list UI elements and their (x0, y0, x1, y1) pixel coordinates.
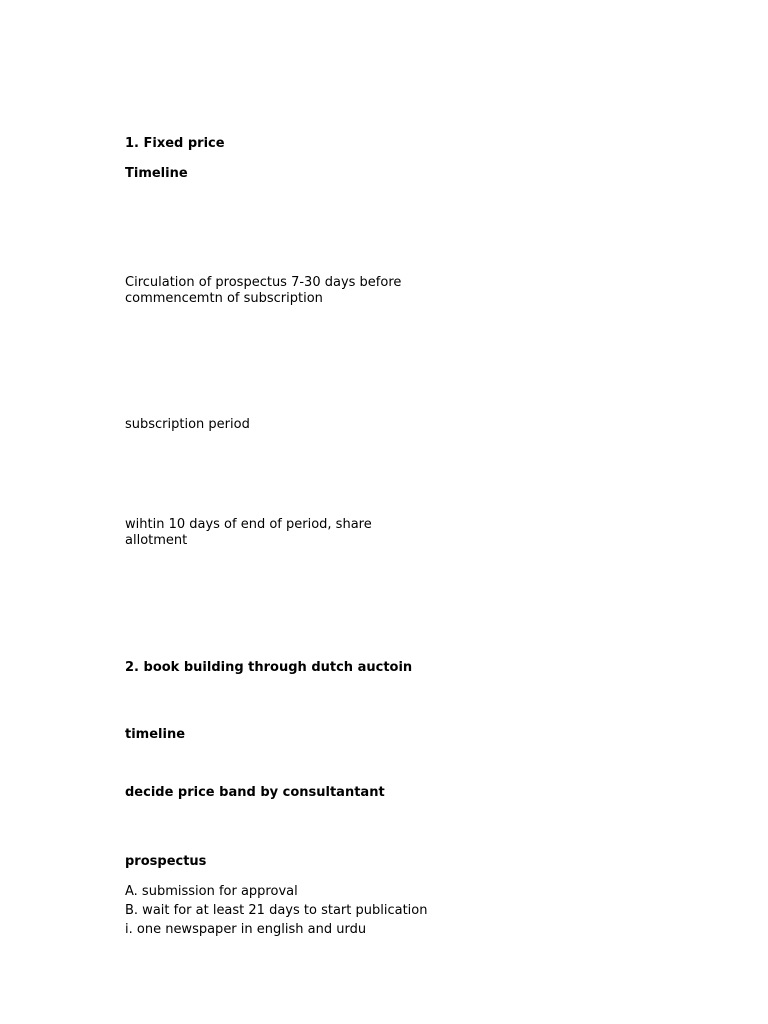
list-item: i. one newspaper in english and urdu (125, 922, 367, 937)
circulation-text: Circulation of prospectus 7-30 days before commencemtn of subscription (125, 275, 402, 306)
prospectus-label: prospectus (125, 854, 207, 869)
allotment-text: wihtin 10 days of end of period, share allotment (125, 517, 372, 548)
section2-heading: 2. book building through dutch auctoin (125, 660, 413, 675)
section1-timeline-label: Timeline (125, 166, 188, 181)
subscription-text: subscription period (125, 417, 250, 432)
section1-heading: 1. Fixed price (125, 136, 225, 151)
price-band-text: decide price band by consultantant (125, 785, 385, 800)
section2-timeline-label: timeline (125, 727, 186, 742)
list-item: A. submission for approval (125, 884, 298, 899)
list-item: B. wait for at least 21 days to start publication (125, 903, 428, 918)
